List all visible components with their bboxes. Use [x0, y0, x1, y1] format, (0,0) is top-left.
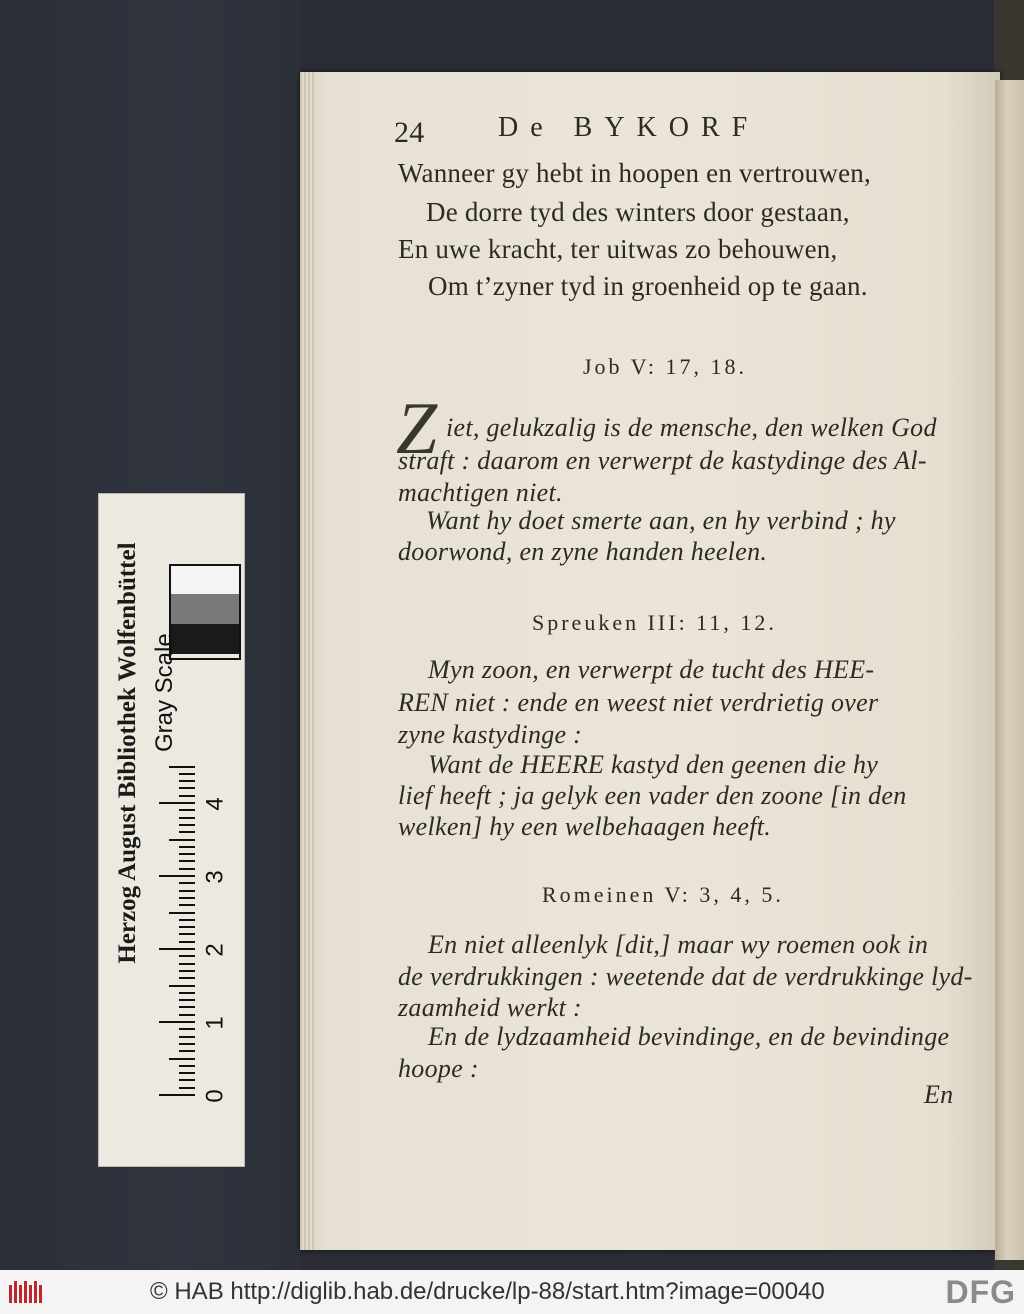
poem-line: Wanneer gy hebt in hoopen en vertrouwen,: [398, 158, 871, 188]
ruler-tick: [179, 926, 195, 928]
text-line: machtigen niet.: [398, 478, 563, 507]
scale-bar: [98, 493, 245, 1167]
ruler-tick: [179, 963, 195, 965]
text-line: En de lydzaamheid bevindinge, en de bevindinge: [428, 1022, 950, 1051]
ruler-tick: [169, 766, 195, 768]
ruler-tick: [179, 1050, 195, 1052]
gray-scale-label: Gray Scale: [151, 633, 178, 752]
ruler-tick: [179, 780, 195, 782]
poem-line: En uwe kracht, ter uitwas zo behouwen,: [398, 234, 838, 264]
ruler-tick: [159, 948, 195, 950]
ruler-tick: [159, 1094, 195, 1096]
ruler-tick: [179, 1043, 195, 1045]
ruler-tick: [179, 817, 195, 819]
copyright-url: © HAB http://diglib.hab.de/drucke/lp-88/start.htm?image=00040: [150, 1278, 825, 1305]
ruler-tick: [159, 1021, 195, 1023]
ruler-tick: [179, 1028, 195, 1030]
ruler-tick: [179, 941, 195, 943]
ruler-tick: [179, 787, 195, 789]
text-line: zyne kastydinge :: [398, 720, 583, 749]
ruler-tick: [179, 970, 195, 972]
ruler-number: 3: [201, 870, 229, 884]
facing-page-edge: [995, 80, 1024, 1260]
text-line: Myn zoon, en verwerpt de tucht des HEE-: [428, 655, 875, 684]
ruler-tick: [179, 773, 195, 775]
ruler-tick: [179, 1014, 195, 1016]
ruler-tick: [179, 890, 195, 892]
text-line: straft : daarom en verwerpt de kastydinge des Al-: [398, 446, 927, 475]
ruler-number: 4: [201, 797, 229, 811]
catchword: En: [924, 1080, 954, 1109]
text-line: En niet alleenlyk [dit,] maar wy roemen ook in: [428, 930, 929, 959]
text-line: Want hy doet smerte aan, en hy verbind ; hy: [426, 506, 896, 535]
ruler-number: 0: [201, 1089, 229, 1103]
ruler-tick: [169, 839, 195, 841]
ruler-tick: [179, 824, 195, 826]
ruler-tick: [179, 1006, 195, 1008]
ruler-tick: [179, 1072, 195, 1074]
page-number: 24: [394, 116, 425, 149]
ruler-tick: [179, 1079, 195, 1081]
text-line: hoope :: [398, 1054, 479, 1083]
text-line: doorwond, en zyne handen heelen.: [398, 537, 768, 566]
ruler-tick: [179, 992, 195, 994]
ruler-tick: [179, 955, 195, 957]
drop-cap: Z: [396, 388, 438, 470]
poem-line: Om t’zyner tyd in groenheid op te gaan.: [428, 271, 868, 301]
text-line: Want de HEERE kastyd den geenen die hy: [428, 750, 879, 779]
ruler-tick: [179, 933, 195, 935]
ruler-tick: [179, 1036, 195, 1038]
dfg-logo: DFG: [945, 1274, 1016, 1310]
gray-scale-swatch: [169, 564, 241, 660]
running-head: De BYKORF: [498, 112, 760, 143]
ruler-tick: [179, 919, 195, 921]
page-edge: [300, 72, 314, 1250]
text-line: iet, gelukzalig is de mensche, den welken God: [446, 413, 937, 442]
section-heading: Job V: 17, 18.: [583, 354, 748, 379]
ruler-tick: [179, 897, 195, 899]
text-line: welken] hy een welbehaagen heeft.: [398, 812, 772, 841]
ruler-tick: [159, 802, 195, 804]
ruler-tick: [169, 912, 195, 914]
section-heading: Romeinen V: 3, 4, 5.: [542, 882, 784, 907]
hab-logo-icon: [8, 1279, 44, 1305]
ruler-tick: [179, 846, 195, 848]
ruler-tick: [169, 985, 195, 987]
ruler-number: 1: [201, 1016, 229, 1030]
ruler-tick: [179, 977, 195, 979]
text-line: lief heeft ; ja gelyk een vader den zoone [in den: [398, 781, 907, 810]
ruler-tick: [179, 795, 195, 797]
ruler-tick: [179, 1087, 195, 1089]
ruler-tick: [179, 853, 195, 855]
footer: [0, 1270, 1024, 1314]
ruler-tick: [169, 1058, 195, 1060]
ruler-tick: [179, 868, 195, 870]
ruler-number: 2: [201, 943, 229, 957]
ruler-tick: [179, 904, 195, 906]
ruler-tick: [159, 875, 195, 877]
text-line: zaamheid werkt :: [398, 993, 582, 1022]
scale-bar-title: Herzog August Bibliothek Wolfenbüttel: [114, 542, 141, 964]
ruler-tick: [179, 831, 195, 833]
text-line: de verdrukkingen : weetende dat de verdrukkinge lyd-: [398, 962, 973, 991]
section-heading: Spreuken III: 11, 12.: [532, 610, 777, 635]
ruler-tick: [179, 860, 195, 862]
ruler-tick: [179, 1065, 195, 1067]
ruler-tick: [179, 999, 195, 1001]
poem-line: De dorre tyd des winters door gestaan,: [426, 197, 850, 227]
ruler-tick: [179, 882, 195, 884]
text-line: REN niet : ende en weest niet verdrietig over: [398, 688, 879, 717]
ruler-tick: [179, 809, 195, 811]
